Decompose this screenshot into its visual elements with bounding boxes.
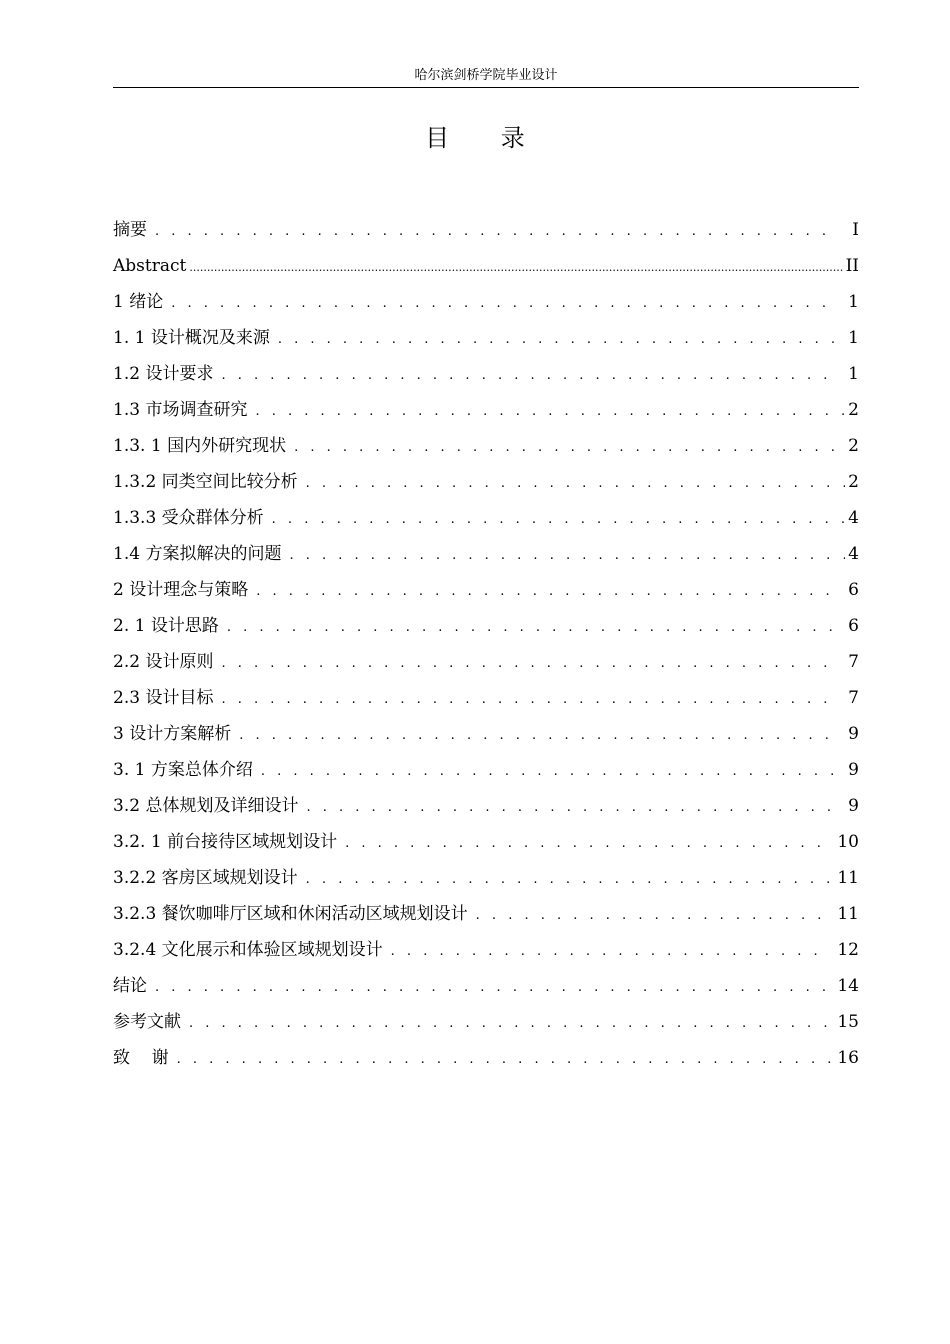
toc-dot-leader xyxy=(239,718,839,754)
toc-entry[interactable] xyxy=(113,860,859,896)
toc-entry-page: 7 xyxy=(848,688,859,708)
toc-entry-label: 2.2 设计原则 xyxy=(113,652,214,672)
toc-entry[interactable] xyxy=(113,932,859,968)
toc-dot-leader xyxy=(189,250,843,286)
toc-entry[interactable] xyxy=(113,752,859,788)
toc-entry-label: 1.3 市场调查研究 xyxy=(113,400,248,420)
toc-entry-page: 4 xyxy=(848,508,859,528)
page-title: 目 录 xyxy=(425,124,547,152)
toc-dot-leader xyxy=(255,394,845,430)
toc-entry[interactable] xyxy=(113,680,859,716)
toc-entry[interactable] xyxy=(113,248,859,284)
toc-entry-page: 2 xyxy=(848,436,859,456)
toc-dot-leader xyxy=(171,286,839,322)
toc-entry[interactable] xyxy=(113,464,859,500)
toc-entry-label: 1.3. 1 国内外研究现状 xyxy=(113,436,287,456)
header-text: 哈尔滨剑桥学院毕业设计 xyxy=(414,68,558,83)
toc-entry[interactable] xyxy=(113,392,859,428)
toc-entry[interactable] xyxy=(113,572,859,608)
toc-dot-leader xyxy=(306,466,845,502)
toc-entry[interactable] xyxy=(113,284,859,320)
toc-entry-page: 11 xyxy=(837,868,859,888)
toc-entry-page: 10 xyxy=(837,832,859,852)
toc-entry-page: 4 xyxy=(848,544,859,564)
toc-entry-page: 12 xyxy=(837,940,859,960)
toc-entry-page: I xyxy=(852,220,859,240)
toc-entry-page: 11 xyxy=(837,904,859,924)
toc-dot-leader xyxy=(155,970,831,1006)
toc-entry[interactable] xyxy=(113,500,859,536)
toc-dot-leader xyxy=(272,502,845,538)
toc-entry[interactable] xyxy=(113,356,859,392)
toc-entry[interactable] xyxy=(113,428,859,464)
toc-entry-page: 1 xyxy=(848,292,859,312)
toc-dot-leader xyxy=(227,610,839,646)
toc-entry-label: 1. 1 设计概况及来源 xyxy=(113,328,270,348)
toc-entry-label: 致 谢 xyxy=(113,1048,169,1068)
toc-entry-label: 3.2.3 餐饮咖啡厅区域和休闲活动区域规划设计 xyxy=(113,904,468,924)
toc-entry-page: 9 xyxy=(848,796,859,816)
toc-dot-leader xyxy=(476,898,832,934)
toc-entry[interactable] xyxy=(113,1004,859,1040)
toc-entry-label: 摘要 xyxy=(113,220,147,240)
toc-dot-leader xyxy=(177,1042,832,1078)
toc-dot-leader xyxy=(256,574,839,610)
toc-entry-label: 2. 1 设计思路 xyxy=(113,616,219,636)
toc-entry-label: 3.2 总体规划及详细设计 xyxy=(113,796,299,816)
toc-dot-leader xyxy=(221,646,839,682)
toc-entry[interactable] xyxy=(113,824,859,860)
toc-dot-leader xyxy=(306,790,839,826)
toc-entry-page: 6 xyxy=(848,580,859,600)
toc-entry-label: 结论 xyxy=(113,976,147,996)
toc-entry[interactable] xyxy=(113,716,859,752)
toc-entry-page: 9 xyxy=(848,724,859,744)
toc-dot-leader xyxy=(294,430,845,466)
toc-entry-label: 3 设计方案解析 xyxy=(113,724,232,744)
toc-dot-leader xyxy=(306,862,832,898)
toc-dot-leader xyxy=(261,754,839,790)
toc-entry-page: 15 xyxy=(837,1012,859,1032)
toc-entry-page: 7 xyxy=(848,652,859,672)
toc-entry[interactable] xyxy=(113,896,859,932)
toc-entry-page: 2 xyxy=(848,400,859,420)
toc-entry-page: 14 xyxy=(837,976,859,996)
toc-entry[interactable] xyxy=(113,608,859,644)
toc-dot-leader xyxy=(221,682,839,718)
toc-entry[interactable] xyxy=(113,212,859,248)
toc-entry-page: 1 xyxy=(848,328,859,348)
toc-entry-page: 2 xyxy=(848,472,859,492)
toc-entry-label: 3.2.4 文化展示和体验区域规划设计 xyxy=(113,940,383,960)
toc-entry-label: 2 设计理念与策略 xyxy=(113,580,249,600)
toc-entry[interactable] xyxy=(113,968,859,1004)
page-header xyxy=(113,68,859,88)
toc-entry-page: 6 xyxy=(848,616,859,636)
toc-dot-leader xyxy=(345,826,831,862)
toc-entry-label: 1 绪论 xyxy=(113,292,164,312)
toc-entry[interactable] xyxy=(113,644,859,680)
toc-entry-page: 16 xyxy=(837,1048,859,1068)
toc-entry[interactable] xyxy=(113,1040,859,1076)
toc-dot-leader xyxy=(391,934,832,970)
toc-entry[interactable] xyxy=(113,788,859,824)
toc-entry[interactable] xyxy=(113,536,859,572)
toc-entry[interactable] xyxy=(113,320,859,356)
toc-dot-leader xyxy=(155,214,839,250)
toc-entry-label: 参考文献 xyxy=(113,1012,181,1032)
toc-entry-label: 1.3.2 同类空间比较分析 xyxy=(113,472,298,492)
table-of-contents xyxy=(113,212,859,1076)
toc-dot-leader xyxy=(221,358,839,394)
toc-entry-label: 1.4 方案拟解决的问题 xyxy=(113,544,282,564)
toc-entry-page: 1 xyxy=(848,364,859,384)
toc-entry-label: 3.2. 1 前台接待区域规划设计 xyxy=(113,832,338,852)
toc-dot-leader xyxy=(289,538,845,574)
toc-entry-page: II xyxy=(845,256,859,276)
toc-entry-label: 1.2 设计要求 xyxy=(113,364,214,384)
toc-entry-label: Abstract xyxy=(113,256,187,276)
toc-dot-leader xyxy=(189,1006,831,1042)
toc-dot-leader xyxy=(278,322,839,358)
toc-entry-label: 3.2.2 客房区域规划设计 xyxy=(113,868,298,888)
toc-entry-page: 9 xyxy=(848,760,859,780)
toc-entry-label: 3. 1 方案总体介绍 xyxy=(113,760,253,780)
toc-entry-label: 1.3.3 受众群体分析 xyxy=(113,508,264,528)
toc-entry-label: 2.3 设计目标 xyxy=(113,688,214,708)
